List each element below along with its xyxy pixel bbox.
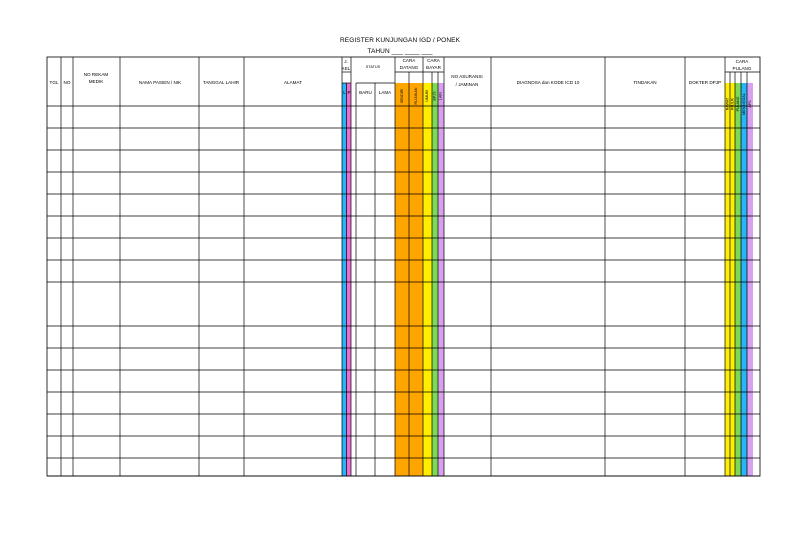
header-lama: LAMA <box>378 90 392 95</box>
band-pulang-5 <box>747 83 753 476</box>
band-datang-rujukan <box>409 83 423 476</box>
header-pulang-option-2: RUJUK <box>730 98 735 110</box>
header-bayar-1: CARA <box>427 58 440 63</box>
header-bayar-bpjs: BPJS <box>432 91 437 101</box>
header-dokter: DOKTER DPJP <box>688 80 722 85</box>
header-status: STATUS <box>365 65 381 69</box>
header-tgl: TGL <box>49 80 59 85</box>
header-no: NO <box>63 80 71 85</box>
header-datang-sendiri: SENDIRI <box>400 88 404 104</box>
band-pulang-3 <box>735 83 741 476</box>
header-baru: BARU <box>359 90 372 95</box>
header-pulang-option-1: RAWAT <box>725 97 730 111</box>
header-jk-1: J. <box>344 59 348 64</box>
header-tindakan: TINDAKAN <box>633 80 657 85</box>
band-jk-l <box>342 83 347 476</box>
year-line: TAHUN ___ ____ ___ <box>367 48 433 55</box>
band-bayar-bpjs <box>432 83 438 476</box>
header-jk-2: KEL <box>341 66 351 71</box>
band-bayar-lain <box>438 83 444 476</box>
header-datang-rujukan: RUJUKAN <box>414 87 418 105</box>
header-diagnosa: DIAGNOSA dan KODE ICD 10 <box>516 80 580 85</box>
header-bayar-lain: LAIN <box>438 92 443 100</box>
band-bayar-umum <box>423 83 432 476</box>
header-tanggal-lahir: TANGGAL LAHIR <box>202 80 240 85</box>
header-asuransi-1: NO ASURANSI <box>451 74 483 79</box>
header-bayar-2: BAYAR <box>426 65 441 70</box>
band-jk-p <box>347 83 352 476</box>
header-pulang-option-4: MENINGGAL <box>742 93 746 115</box>
header-rekam-1: NO REKAM <box>83 72 109 77</box>
header-pulang-2: PULANG <box>732 66 752 71</box>
header-pulang-option-3: PULANG <box>736 96 740 112</box>
header-rekam-2: MEDIK <box>88 79 104 84</box>
header-pulang-1: CARA <box>735 59 749 64</box>
header-jk-l: L <box>343 90 346 95</box>
band-pulang-4 <box>741 83 747 476</box>
header-alamat: ALAMAT <box>283 80 303 85</box>
header-pulang-option-5: APS <box>748 100 752 108</box>
band-pulang-1 <box>725 83 730 476</box>
header-nama: NAMA PASIEN / NIK <box>138 80 182 85</box>
header-asuransi-2: / JAMINAN <box>455 82 479 87</box>
register-title: REGISTER KUNJUNGAN IGD / PONEK <box>339 37 460 44</box>
header-jk-p: P <box>347 90 351 95</box>
header-datang-2: DATANG <box>399 65 419 70</box>
header-datang-1: CARA <box>402 58 416 63</box>
band-pulang-2 <box>730 83 735 476</box>
header-bayar-umum: UMUM <box>425 90 429 102</box>
band-datang-sendiri <box>395 83 409 476</box>
